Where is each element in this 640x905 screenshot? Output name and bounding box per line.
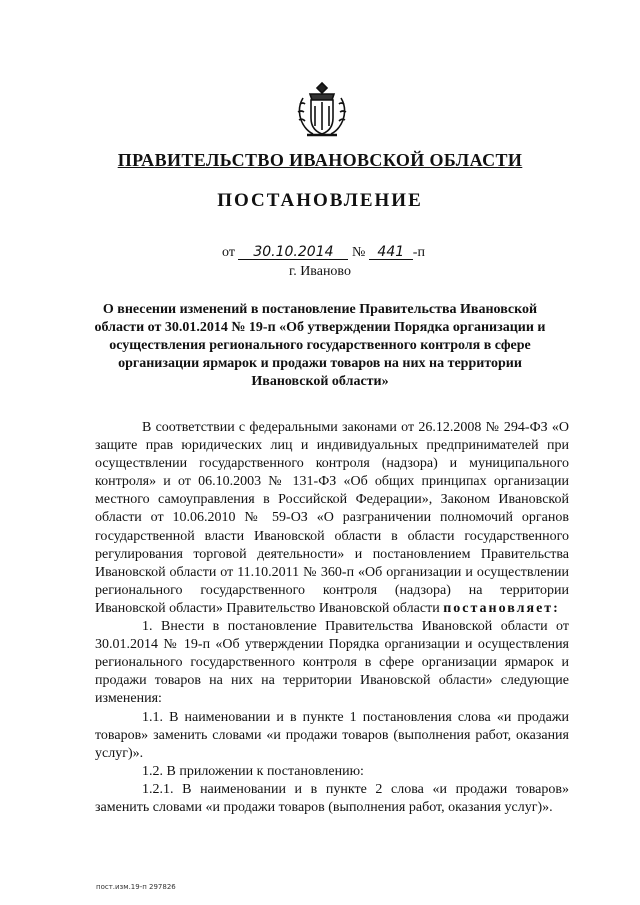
paragraph-1: 1. Внести в постановление Правительства Ивановской области от 30.01.2014 № 19-п «Об утверждении Порядка организации и осуществления регионального государственного контроля в сфере организации ярмарок и продажи товаров на них на территории Ивановской области» следующие изменения:: [95, 619, 569, 707]
city: г. Иваново: [289, 264, 351, 279]
document-subject: О внесении изменений в постановление Правительства Ивановской области от 30.01.2014 № 19-п «Об утверждении Порядка организации и осуществления регионального государственного контроля в сфере организации ярмарок и продажи товаров на них на территории Ивановской области»: [94, 302, 546, 389]
number-value: 441: [369, 245, 413, 260]
preamble-text: В соответствии с федеральными законами от 26.12.2008 № 294-ФЗ «О защите прав юридических лиц и индивидуальных предпринимателей при осуществлении государственного контроля (надзора) и муниципального контроля» и от 06.10.2003 № 131-ФЗ «Об общих принципах организации местного самоуправления в Российской Федерации», Законом Ивановской области от 10.06.2010 № 59-ОЗ «О разграничении полномочий органов государственной власти Ивановской области в области государственного регулирования торговой деятельности» и постановлением Правительства Ивановской области от 11.10.2011 № 360-п «Об организации и осуществлении регионального государственного контроля (надзора) на территории Ивановской области» Правительство Ивановской области: [95, 420, 569, 616]
paragraph-1-2-1: 1.2.1. В наименовании и в пункте 2 слова «и продажи товаров» заменить словами «и продажи товаров (выполнения работ, оказания услуг)».: [95, 781, 569, 815]
date-value: 30.10.2014: [238, 245, 348, 260]
date-prefix: от: [222, 245, 235, 260]
date-number-line: [222, 245, 425, 261]
paragraph-1-1: 1.1. В наименовании и в пункте 1 постановления слова «и продажи товаров» заменить словами «и продажи товаров (выполнения работ, оказания услуг)».: [95, 709, 569, 761]
resolves-keyword: постановляет:: [443, 600, 560, 616]
coat-of-arms-icon: [295, 80, 349, 138]
government-title: ПРАВИТЕЛЬСТВО ИВАНОВСКОЙ ОБЛАСТИ: [117, 150, 523, 170]
number-prefix: №: [351, 245, 366, 260]
document-body: [95, 419, 569, 817]
preamble-paragraph: [95, 419, 569, 618]
paragraph-1-2: 1.2. В приложении к постановлению:: [142, 763, 364, 779]
number-suffix: -п: [412, 245, 425, 260]
document-type: ПОСТАНОВЛЕНИЕ: [217, 190, 423, 211]
footer-code: пост.изм.19-п 297826: [96, 883, 176, 891]
